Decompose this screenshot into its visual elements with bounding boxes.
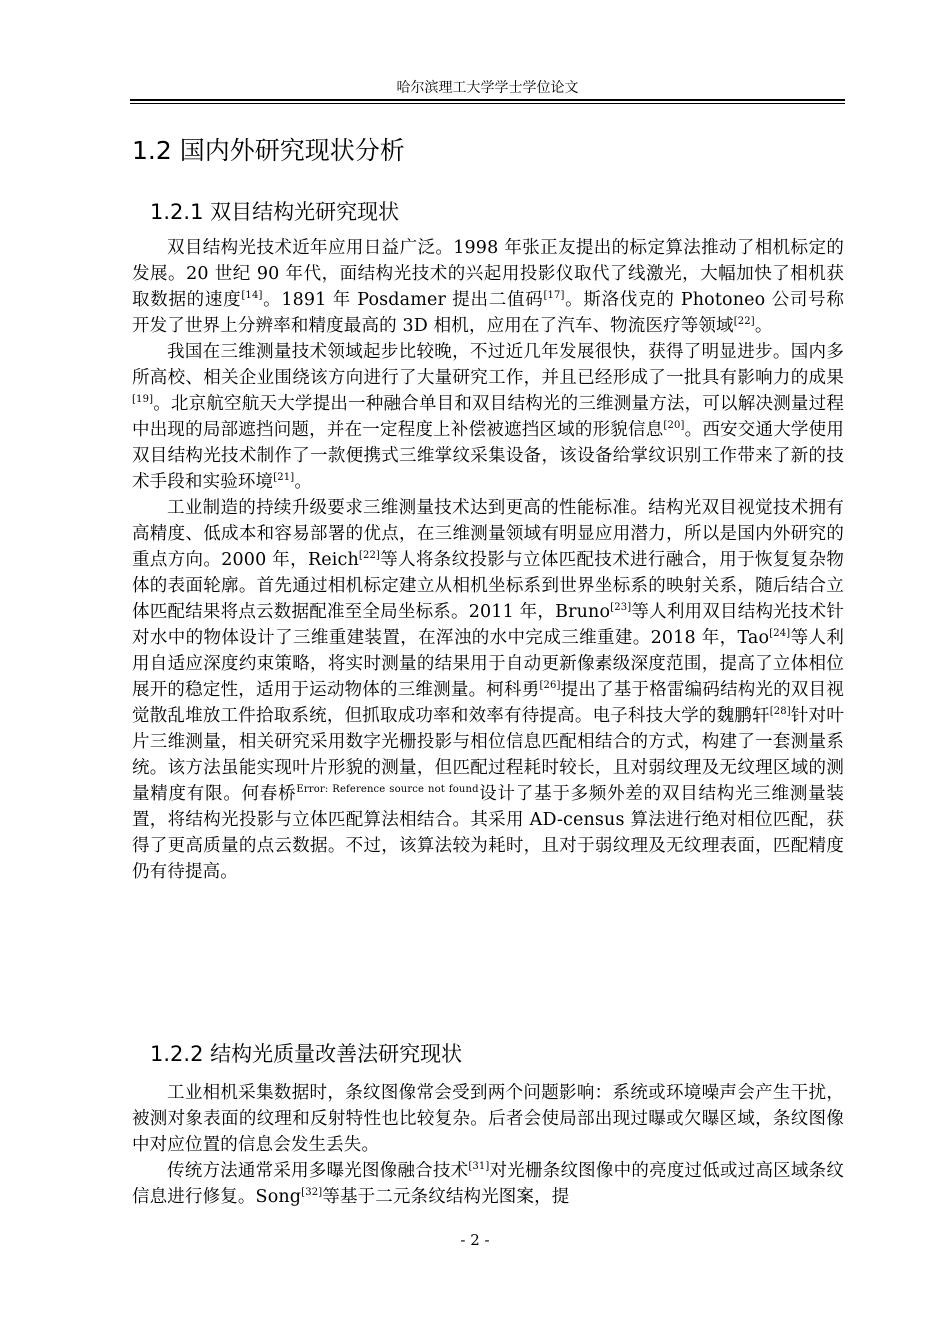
citation-ref: [28]	[769, 706, 791, 718]
paragraph-text: 等人利用双目结构光技术针对水中的物体设计了三维重建装置，在浑浊的水中完成三维重建。2018 年，Tao	[132, 602, 844, 648]
paragraph-text: 等人利用自适应深度约束策略，将实时测量的结果用于自动更新像素级深度范围，提高了立体相位展开的稳定性，适用于运动物体的三维测量。柯科勇	[132, 628, 844, 700]
citation-ref: [23]	[610, 602, 632, 614]
paragraph-text: 提出了基于格雷编码结构光的双目视觉散乱堆放工件拾取系统，但抓取成功率和效率有待提高。电子科技大学的魏鹏轩	[132, 680, 845, 726]
citation-ref: [21]	[273, 472, 295, 484]
paragraph-text: 。1891 年 Posdamer 提出二值码	[262, 290, 544, 310]
paragraph-text: 。北京航空航天大学提出一种融合单目和双目结构光的三维测量方法，可以解决测量过程中出现的局部遮挡问题，并在一定程度上补偿被遮挡区域的形貌信息	[132, 394, 844, 440]
section-title: 1.2 国内外研究现状分析	[132, 136, 405, 165]
paragraph	[132, 495, 844, 885]
running-header: 哈尔滨理工大学学士学位论文	[396, 80, 579, 96]
subsection-title-1: 1.2.1 双目结构光研究现状	[150, 200, 400, 224]
header-rule	[130, 99, 845, 104]
paragraph-text: 对光栅条纹图像中的亮度过低或过高区域条纹信息进行修复。Song	[132, 1161, 844, 1207]
citation-ref: [32]	[301, 1187, 323, 1199]
paragraph-text: 。斯洛伐克的 Photoneo 公司号称开发了世界上分辨率和精度最高的 3D 相机，应用在了汽车、物流医疗等领域	[132, 290, 844, 336]
citation-ref: [20]	[663, 420, 685, 432]
paragraph-text: 。	[754, 316, 773, 336]
subsection-title-2: 1.2.2 结构光质量改善法研究现状	[150, 1042, 463, 1066]
citation-ref: [22]	[733, 316, 755, 328]
paragraph-text: 双目结构光技术近年应用日益广泛。1998 年张正友提出的标定算法推动了相机标定的发展。20 世纪 90 年代，面结构光技术的兴起用投影仪取代了线激光，大幅加快了相机获取数据的速度	[132, 238, 844, 310]
paragraph-text: 。	[294, 472, 312, 492]
paragraph	[132, 339, 844, 495]
citation-ref: [17]	[543, 290, 565, 302]
paragraph-text: 传统方法通常采用多曝光图像融合技术	[167, 1161, 469, 1181]
paragraph-text: 工业相机采集数据时，条纹图像常会受到两个问题影响：系统或环境噪声会产生干扰，被测对象表面的纹理和反射特性也比较复杂。后者会使局部出现过曝或欠曝区域，条纹图像中对应位置的信息会发生丢失。	[132, 1083, 844, 1155]
citation-ref: Error: Reference source not found	[296, 784, 479, 796]
paragraph	[132, 1080, 844, 1158]
paragraph	[132, 235, 844, 339]
paragraph-text: 。西安交通大学使用双目结构光技术制作了一款便携式三维掌纹采集设备，该设备给掌纹识别工作带来了新的技术手段和实验环境	[132, 420, 844, 492]
paragraph-text: 工业制造的持续升级要求三维测量技术达到更高的性能标准。结构光双目视觉技术拥有高精度、低成本和容易部署的优点，在三维测量领域有明显应用潜力，所以是国内外研究的重点方向。2000 年，Reich	[132, 498, 844, 570]
paragraph-text: 等人将条纹投影与立体匹配技术进行融合，用于恢复复杂物体的表面轮廓。首先通过相机标定建立从相机坐标系到世界坐标系的映射关系，随后结合立体匹配结果将点云数据配准至全局坐标系。2011 年，Bruno	[132, 550, 844, 622]
citation-ref: [19]	[132, 394, 154, 406]
citation-ref: [22]	[358, 550, 381, 562]
citation-ref: [31]	[468, 1161, 490, 1173]
page-number: - 2 -	[460, 1231, 490, 1249]
paragraph-text: 设计了基于多频外差的双目结构光三维测量装置，将结构光投影与立体匹配算法相结合。其采用 AD-census 算法进行绝对相位匹配，获得了更高质量的点云数据。不过，该算法较为耗时，且对于弱纹理及无纹理表面，匹配精度仍有待提高。	[132, 784, 844, 882]
citation-ref: [14]	[241, 290, 263, 302]
paragraph-text: 我国在三维测量技术领域起步比较晚，不过近几年发展很快，获得了明显进步。国内多所高校、相关企业围绕该方向进行了大量研究工作，并且已经形成了一批具有影响力的成果	[132, 342, 844, 388]
citation-ref: [26]	[539, 680, 561, 692]
paragraph	[132, 1158, 844, 1210]
citation-ref: [24]	[769, 628, 791, 640]
subsection-body-2	[132, 1080, 844, 1210]
subsection-body-1	[132, 235, 844, 885]
paragraph-text: 等基于二元条纹结构光图案，提	[322, 1187, 570, 1207]
paragraph-text: 针对叶片三维测量，相关研究采用数字光栅投影与相位信息匹配相结合的方式，构建了一套测量系统。该方法虽能实现叶片形貌的测量，但匹配过程耗时较长，且对弱纹理及无纹理区域的测量精度有限。何春桥	[132, 706, 845, 804]
